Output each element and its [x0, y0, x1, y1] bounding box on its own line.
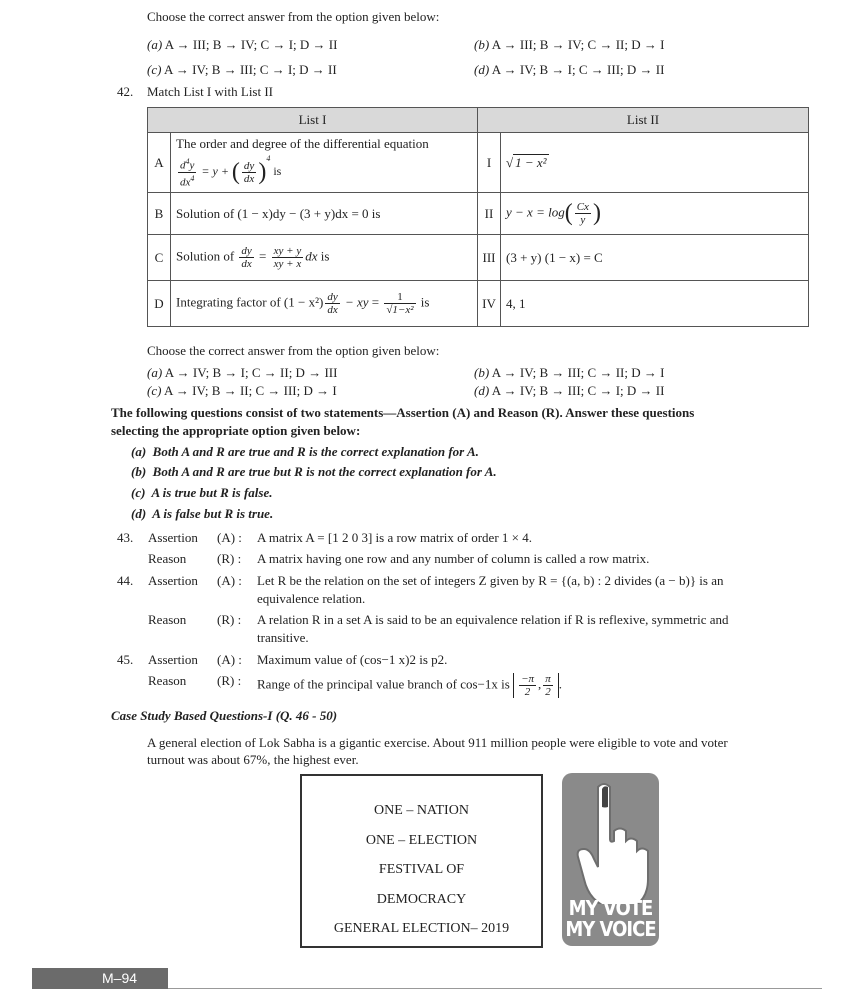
row-a-right: √ 1 − x²	[501, 133, 809, 193]
row-label: B	[148, 193, 171, 235]
row-c-right: (3 + y) (1 − x) = C	[501, 235, 809, 281]
ar-intro-line2: selecting the appropriate option given below:	[111, 423, 361, 438]
q43-assertion-tag: (A) :	[217, 530, 242, 545]
q43-number: 43.	[117, 530, 134, 545]
q41-option-d: (d) A → IV; B → I; C → III; D → II	[474, 62, 665, 77]
match-table-header	[148, 108, 809, 133]
row-label: C	[148, 235, 171, 281]
row-c-content: Solution of $\frac{dy}{dx}$ = $\frac{xy + y}{xy + x}$ dx is	[171, 235, 478, 281]
row-num: III	[478, 235, 501, 281]
q44-assertion-tag: (A) :	[217, 573, 242, 588]
table-row	[148, 281, 809, 327]
pointing-hand-icon	[562, 779, 659, 904]
slogan-line: DEMOCRACY	[376, 891, 467, 907]
row-a-content	[171, 133, 478, 193]
q44-assertion-text-1: Let R be the relation on the set of integers Z given by R = {(a, b) : 2 divides (a − b)} is an	[257, 573, 724, 588]
q45-number: 45.	[117, 652, 134, 667]
badge-line-2: MY VOICE	[565, 917, 656, 941]
q42-number: 42.	[117, 84, 134, 99]
q45-assertion-tag: (A) :	[217, 652, 242, 667]
row-d-content: Integrating factor of (1 − x²) $\frac{dy}{dx}$ − xy = $\frac{1}{\text{√1−x²}}$ is	[171, 281, 478, 327]
q42-option-c: (c) A → IV; B → II; C → III; D → I	[147, 383, 337, 398]
q45-reason-label: Reason	[148, 673, 187, 688]
row-num: I	[478, 133, 501, 193]
match-table	[147, 107, 809, 327]
ar-option-a: (a) Both A and R are true and R is the correct explanation for A.	[131, 444, 479, 459]
q41-choose-text: Choose the correct answer from the option given below:	[147, 9, 440, 24]
page-number: M–94	[32, 968, 168, 989]
badge-line-1: MY VOTE	[568, 896, 653, 920]
ar-option-d: (d) A is false but R is true.	[131, 506, 274, 521]
slogan-line: FESTIVAL OF	[378, 862, 465, 877]
q41-option-c: (c) A → IV; B → III; C → I; D → II	[147, 62, 337, 77]
q45-assertion-text: Maximum value of (cos−1 x)2 is p2.	[257, 652, 448, 667]
slogan-box	[300, 774, 543, 948]
slogan-line: GENERAL ELECTION– 2019	[333, 921, 510, 936]
range-interval: $\frac{-\pi}{2}$ , $\frac{\pi}{2}$	[513, 673, 559, 698]
ar-option-c: (c) A is true but R is false.	[131, 485, 273, 500]
q45-reason-text: Range of the principal value branch of cos−1x is $\frac{-\pi}{2}$ , $\frac{\pi}{2}$ .	[257, 673, 563, 698]
q44-reason-text-2: transitive.	[257, 630, 309, 645]
ar-option-b: (b) Both A and R are true but R is not the correct explanation for A.	[131, 464, 497, 479]
q42-choose-text: Choose the correct answer from the option given below:	[147, 343, 440, 358]
case-study-title: Case Study Based Questions-I (Q. 46 - 50)	[111, 708, 338, 723]
row-a-equation: $\frac{d^4y}{dx^4}$ = y + ( $\frac{dy}{dx}$ )$^4$ is	[180, 154, 282, 189]
q42-title: Match List I with List II	[147, 84, 274, 99]
q41-option-b: (b) A → III; B → IV; C → II; D → I	[474, 37, 665, 52]
q43-reason-label: Reason	[148, 551, 187, 566]
q43-assertion-label: Assertion	[148, 530, 198, 545]
list1-header: List I	[148, 108, 478, 133]
table-row	[148, 133, 809, 193]
row-b-right: y − x = log( $\frac{Cx}{y}$ )	[501, 193, 809, 235]
q43-reason-tag: (R) :	[217, 551, 242, 566]
slogan-line: ONE – ELECTION	[365, 832, 478, 848]
row-label: A	[148, 133, 171, 193]
table-row	[148, 235, 809, 281]
row-a-text: The order and degree of the differential equation	[176, 136, 429, 152]
case-study-para-2: turnout was about 67%, the highest ever.	[147, 752, 359, 767]
q41-option-a: (a) A → III; B → IV; C → I; D → II	[147, 37, 338, 52]
my-vote-badge	[562, 773, 659, 946]
table-row	[148, 193, 809, 235]
row-d-right: 4, 1	[501, 281, 809, 327]
q44-number: 44.	[117, 573, 134, 588]
slogan-line: ONE – NATION	[374, 803, 469, 818]
row-b-content: Solution of (1 − x)dy − (3 + y)dx = 0 is	[171, 193, 478, 235]
q43-reason-text: A matrix having one row and any number of column is called a row matrix.	[257, 551, 650, 566]
q42-option-d: (d) A → IV; B → III; C → I; D → II	[474, 383, 665, 398]
q42-option-b: (b) A → IV; B → III; C → II; D → I	[474, 365, 665, 380]
q44-reason-tag: (R) :	[217, 612, 242, 627]
q44-assertion-label: Assertion	[148, 573, 198, 588]
q45-assertion-label: Assertion	[148, 652, 198, 667]
badge-caption	[562, 898, 659, 940]
q44-assertion-text-2: equivalence relation.	[257, 591, 366, 606]
q43-assertion-text: A matrix A = [1 2 0 3] is a row matrix of order 1 × 4.	[257, 530, 532, 545]
q45-reason-tag: (R) :	[217, 673, 242, 688]
q42-option-a: (a) A → IV; B → I; C → II; D → III	[147, 365, 338, 380]
row-num: II	[478, 193, 501, 235]
ar-intro-line1: The following questions consist of two statements—Assertion (A) and Reason (R). Answer these questions	[111, 405, 695, 420]
row-label: D	[148, 281, 171, 327]
row-num: IV	[478, 281, 501, 327]
q44-reason-text-1: A relation R in a set A is said to be an equivalence relation if R is reflexive, symmetric and	[257, 612, 729, 627]
q44-reason-label: Reason	[148, 612, 187, 627]
case-study-para-1: A general election of Lok Sabha is a gigantic exercise. About 911 million people were eligible to vote and voter	[147, 735, 728, 750]
list2-header: List II	[478, 108, 809, 133]
